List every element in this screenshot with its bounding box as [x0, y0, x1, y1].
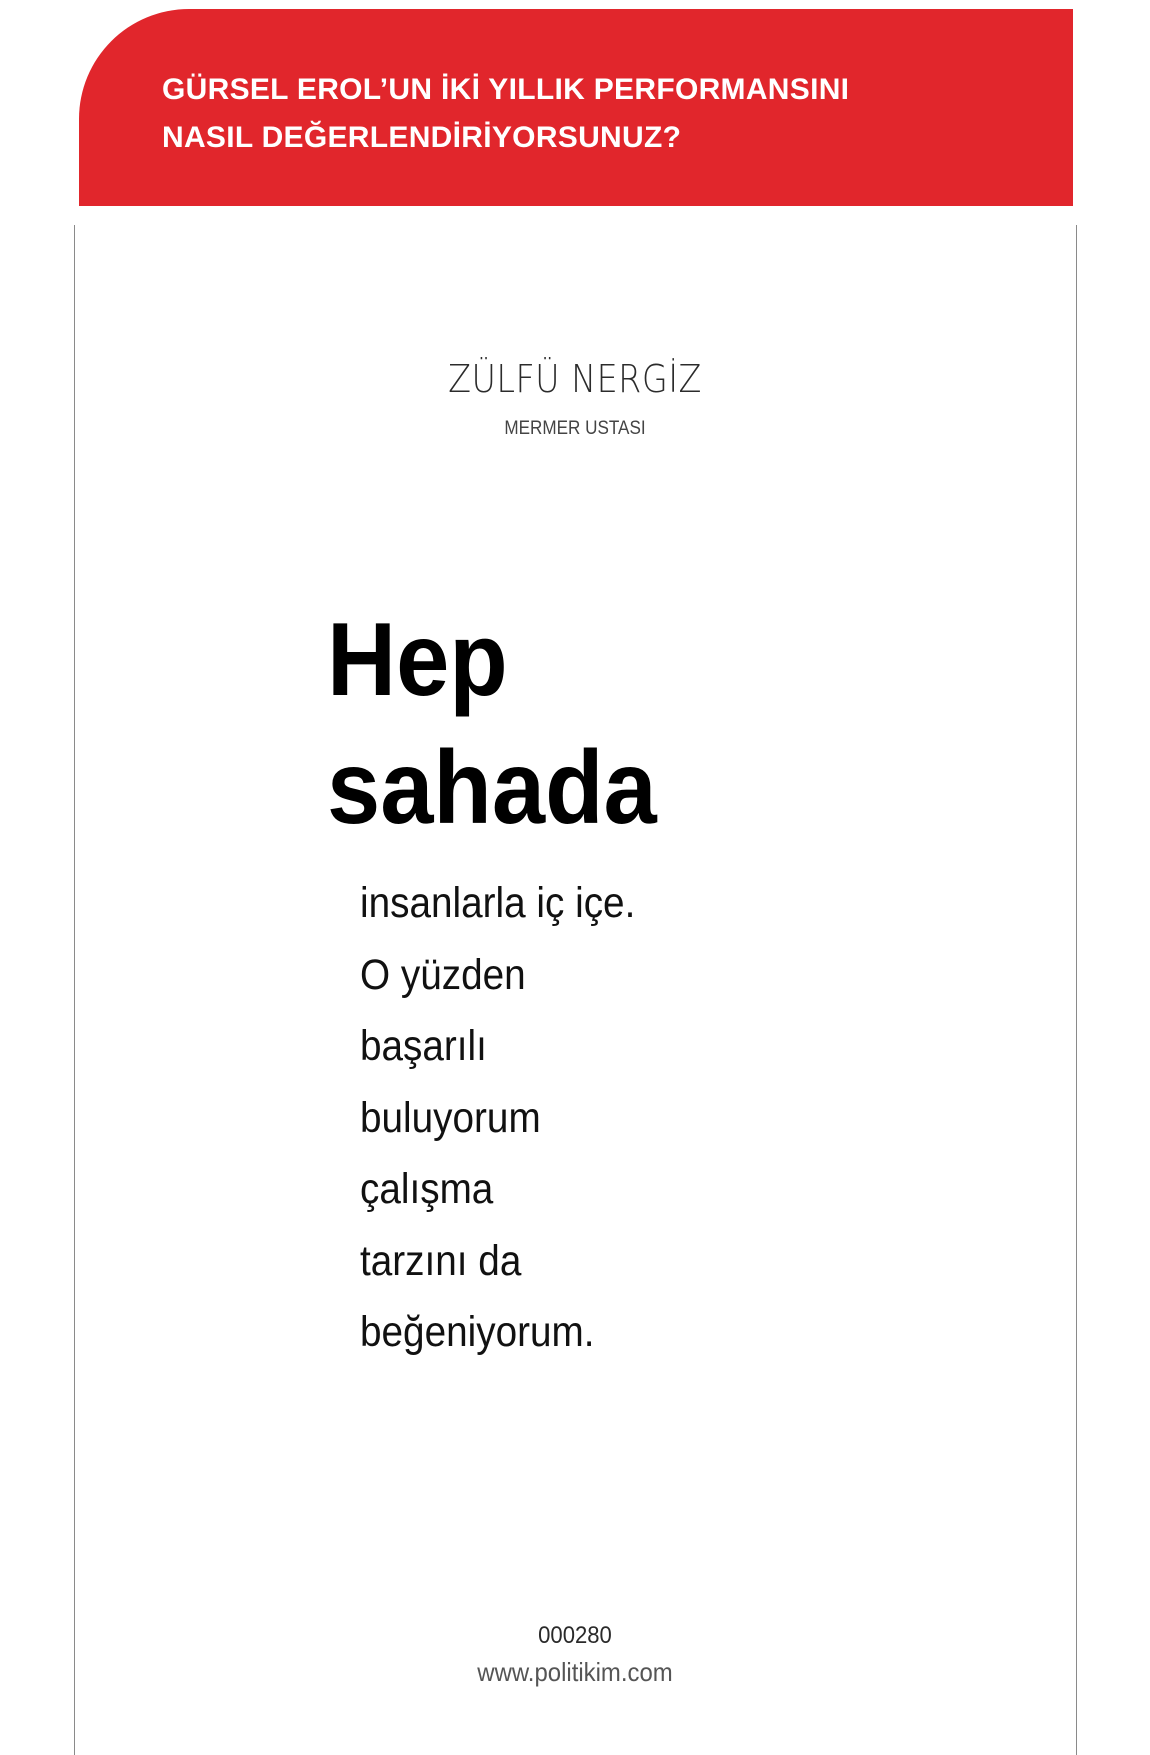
quote-body-line: başarılı [360, 1022, 487, 1070]
question-title-line: NASIL DEĞERLENDİRİYORSUNUZ? [162, 121, 682, 154]
footer-url: www.politikim.com [477, 1657, 673, 1687]
quote-body-line: buluyorum [360, 1093, 541, 1142]
quote-body-line: çalışma [360, 1165, 494, 1213]
question-banner [79, 9, 1073, 206]
quote-headline-line: Hep [327, 602, 508, 718]
quote-body-line: tarzını da [360, 1236, 522, 1285]
question-title-line: GÜRSEL EROL’UN İKİ YILLIK PERFORMANSINI [162, 73, 850, 106]
quote-body-line: beğeniyorum. [360, 1308, 595, 1356]
person-name: ZÜLFÜ NERGİZ [448, 357, 702, 401]
footer-code: 000280 [538, 1622, 612, 1649]
quote-body [360, 868, 635, 1369]
quote-headline [327, 596, 657, 852]
left-border-line [74, 225, 75, 1755]
question-title [162, 66, 1073, 162]
quote-block [327, 596, 685, 852]
quote-body-line: O yüzden [360, 950, 526, 999]
quote-body-line: insanlarla iç içe. [360, 879, 636, 927]
right-border-line [1076, 225, 1077, 1755]
quote-headline-line: sahada [327, 730, 657, 846]
person-role: MERMER USTASI [504, 418, 646, 439]
